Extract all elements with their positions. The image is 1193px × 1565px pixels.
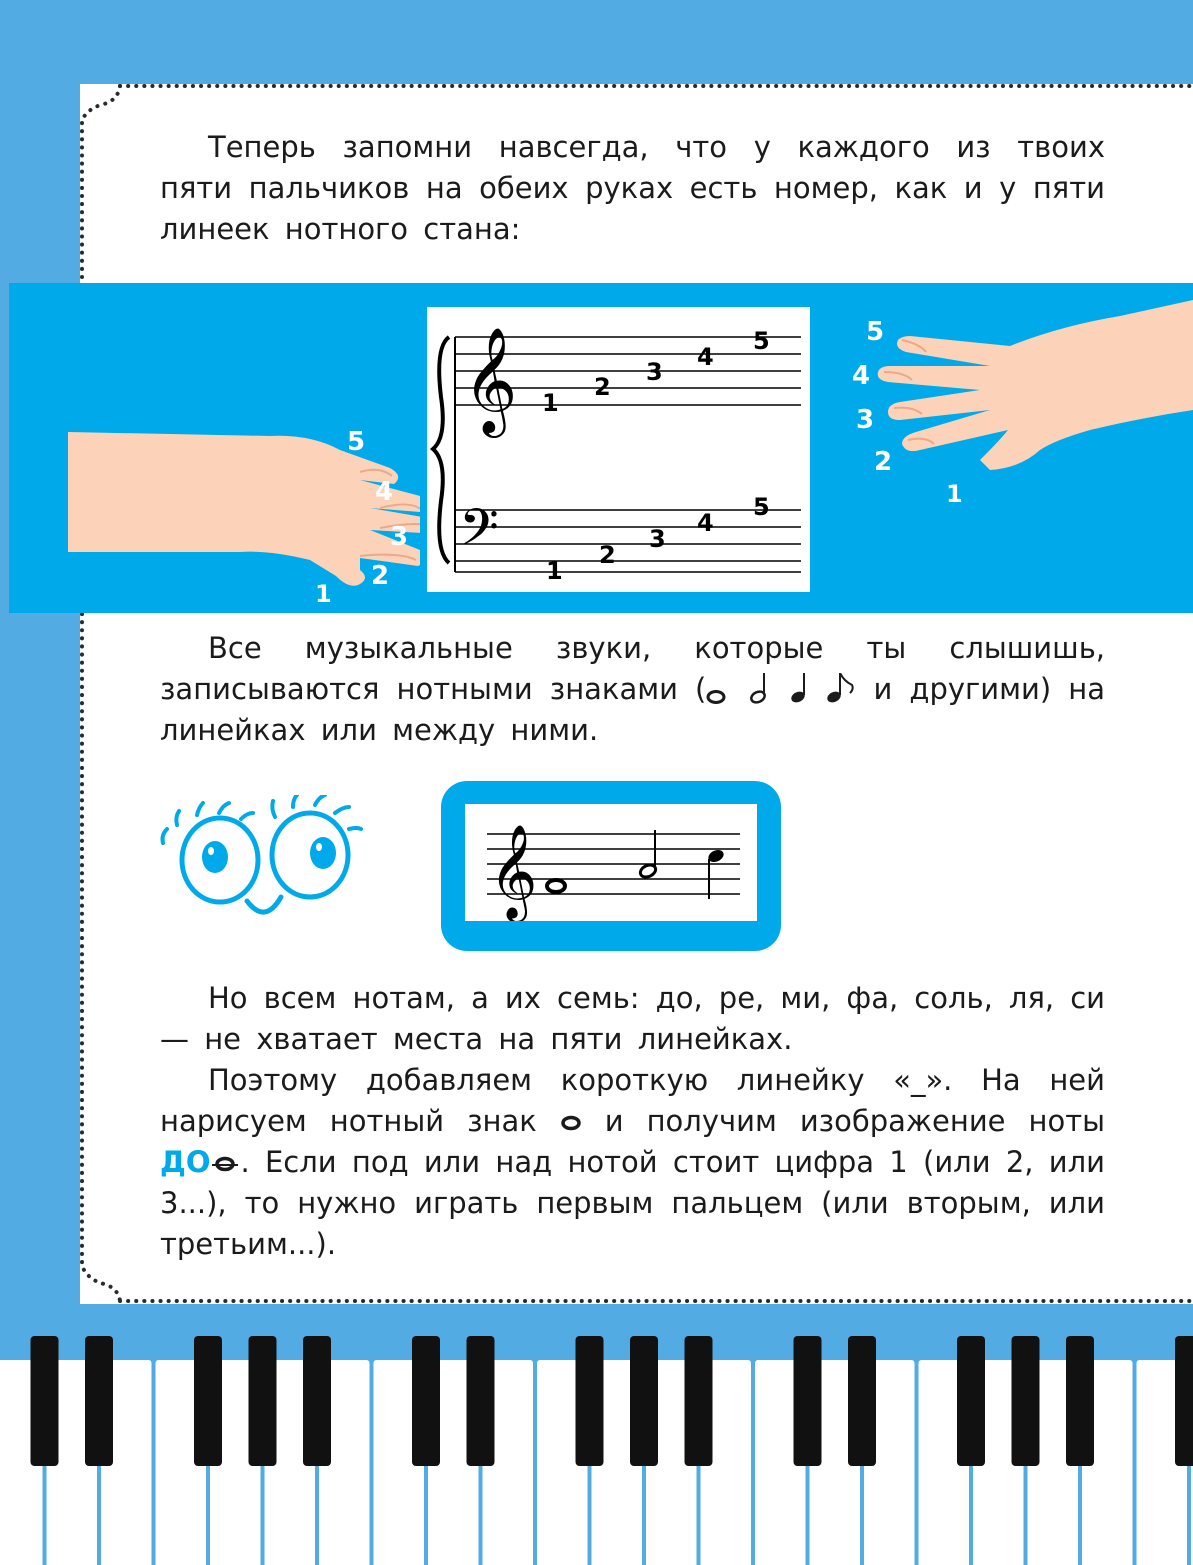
right-hand-number-5: 5 — [866, 317, 885, 347]
piano-black-key — [957, 1336, 985, 1466]
treble-number-2: 2 — [594, 373, 611, 401]
intro-paragraph: Теперь запомни навсегда, что у каждого из твоих пяти пальчиков на обеих руках есть номер, как и у пяти линеек нотного стана: — [160, 130, 1105, 246]
piano-black-key — [194, 1336, 222, 1466]
piano-black-key — [467, 1336, 495, 1466]
piano-black-key — [303, 1336, 331, 1466]
piano-black-key — [85, 1336, 113, 1466]
sounds-paragraph: Все музыкальные звуки, которые ты слышишь, записываются нотными знаками ( и другими) на линейках или между ними. — [160, 631, 1105, 747]
piano-black-key — [1175, 1336, 1193, 1466]
bass-number-2: 2 — [599, 541, 616, 569]
piano-black-key — [412, 1336, 440, 1466]
left-hand-number-4: 4 — [375, 477, 394, 507]
note-example — [465, 804, 757, 921]
note-symbols — [706, 673, 856, 705]
treble-number-5: 5 — [753, 327, 770, 355]
piano-black-key — [794, 1336, 822, 1466]
piano-black-key — [31, 1336, 59, 1466]
grand-staff-box — [427, 307, 810, 592]
left-hand-number-1: 1 — [315, 580, 332, 608]
treble-number-3: 3 — [646, 358, 663, 386]
eyes-face-icon — [155, 795, 365, 930]
piano-black-key — [1066, 1336, 1094, 1466]
piano-black-key — [249, 1336, 277, 1466]
bass-clef-icon: 𝄢 — [459, 497, 499, 570]
left-hand-number-5: 5 — [347, 427, 366, 457]
ledger-line-paragraph: Поэтому добавляем короткую линейку «_». На ней нарисуем нотный знак и получим изображение ноты ДО . Если под или над нотой стоит цифра 1 (или 2, или 3...), то нужно играть первым пальцем (или вторым, или третьим...). — [160, 1063, 1105, 1261]
whole-note-icon — [560, 1114, 582, 1132]
bass-number-5: 5 — [753, 493, 770, 521]
bass-number-3: 3 — [649, 525, 666, 553]
piano-black-key — [848, 1336, 876, 1466]
whole-note-icon — [547, 880, 565, 892]
right-hand-number-4: 4 — [852, 361, 871, 391]
do-note-icon — [210, 1155, 240, 1173]
left-hand-illustration — [60, 420, 420, 620]
treble-number-1: 1 — [542, 389, 559, 417]
bass-number-1: 1 — [546, 557, 563, 585]
piano-keyboard — [0, 1316, 1193, 1565]
right-hand-number-2: 2 — [874, 447, 893, 477]
right-hand-number-1: 1 — [946, 480, 963, 508]
right-hand-illustration — [840, 300, 1193, 520]
bass-number-4: 4 — [697, 509, 714, 537]
piano-black-key — [1012, 1336, 1040, 1466]
piano-black-key — [685, 1336, 713, 1466]
left-hand-number-3: 3 — [390, 522, 409, 552]
left-hand-number-2: 2 — [371, 561, 390, 591]
grand-staff — [427, 307, 810, 592]
treble-number-4: 4 — [697, 343, 714, 371]
whole-note-icon — [708, 692, 724, 703]
piano-black-key — [630, 1336, 658, 1466]
treble-clef-icon: 𝄞 — [489, 824, 538, 919]
treble-clef-icon: 𝄞 — [463, 326, 518, 433]
notes-count-paragraph: Но всем нотам, а их семь: до, ре, ми, фа, соль, ля, си — не хватает места на пяти линейках. — [160, 981, 1105, 1056]
do-note-label: ДО — [160, 1145, 211, 1179]
piano-black-key — [576, 1336, 604, 1466]
right-hand-number-3: 3 — [856, 405, 875, 435]
